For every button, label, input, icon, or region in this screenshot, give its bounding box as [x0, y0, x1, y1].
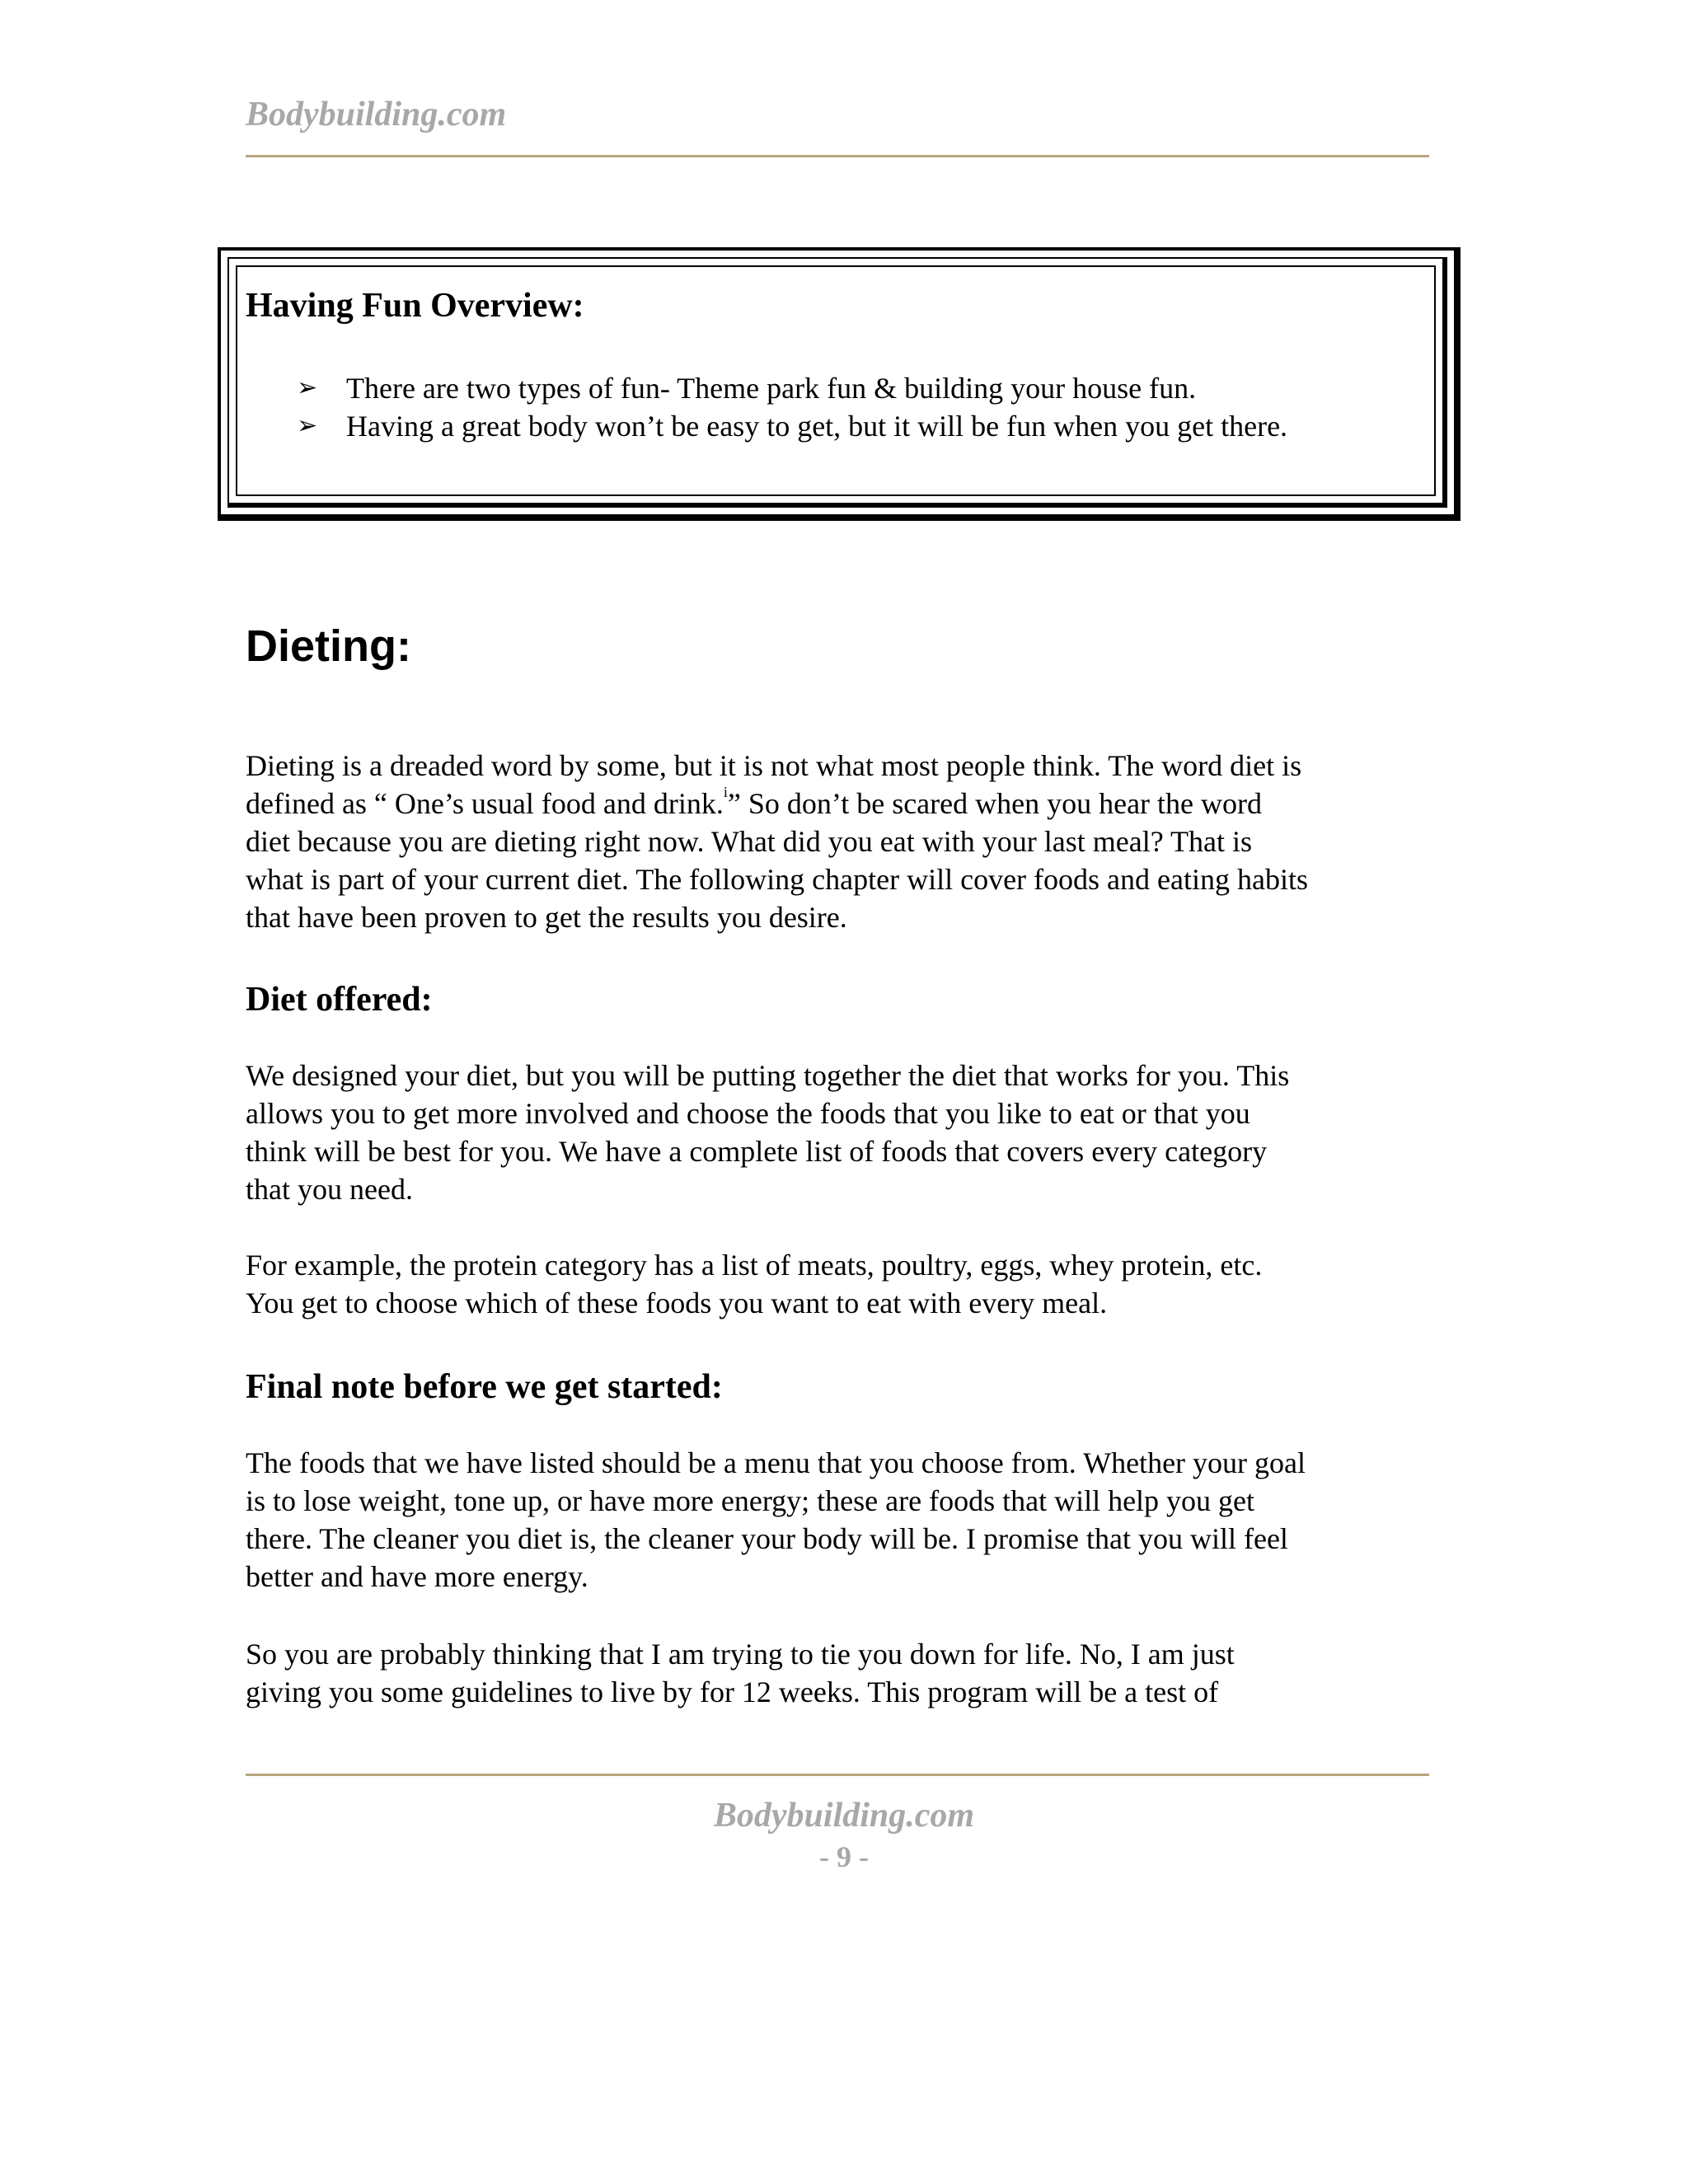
footer-brand: Bodybuilding.com — [713, 1797, 975, 1835]
text-line: better and have more energy. — [246, 1560, 588, 1593]
footnote-marker: i — [723, 784, 728, 800]
overview-list — [297, 369, 1287, 445]
list-item — [297, 407, 1287, 445]
text-span: defined as “ One’s usual food and drink. — [246, 787, 724, 820]
arrowhead-bullet-icon: ➢ — [297, 411, 318, 440]
page-number: - 9 - — [819, 1840, 869, 1873]
text-span: ” So don’t be scared when you hear the word — [727, 787, 1263, 820]
dieting-heading: Dieting: — [246, 621, 411, 671]
diet-offered-heading: Diet offered: — [246, 981, 433, 1019]
arrowhead-bullet-icon: ➢ — [297, 373, 318, 402]
overview-title: Having Fun Overview: — [246, 287, 584, 325]
header-rule — [246, 155, 1429, 157]
text-line: You get to choose which of these foods you want to eat with every meal. — [246, 1286, 1108, 1319]
text-line: We designed your diet, but you will be putting together the diet that works for you. This — [246, 1059, 1290, 1092]
text-line: that you need. — [246, 1173, 413, 1206]
list-item — [297, 369, 1287, 407]
list-item-text: There are two types of fun- Theme park fun & building your house fun. — [346, 372, 1197, 405]
text-line: giving you some guidelines to live by for 12 weeks. This program will be a test of — [246, 1675, 1219, 1708]
text-line: The foods that we have listed should be a menu that you choose from. Whether your goal — [246, 1446, 1306, 1479]
dieting-paragraph — [246, 747, 1449, 936]
final-note-heading: Final note before we get started: — [246, 1368, 723, 1406]
diet-offered-paragraph-1 — [246, 1057, 1449, 1208]
text-line — [246, 785, 1449, 823]
text-line: So you are probably thinking that I am trying to tie you down for life. No, I am just — [246, 1638, 1235, 1671]
header-brand: Bodybuilding.com — [246, 96, 507, 134]
diet-offered-paragraph-2 — [246, 1246, 1449, 1322]
text-line: For example, the protein category has a list of meats, poultry, eggs, whey protein, etc. — [246, 1249, 1263, 1282]
list-item-text: Having a great body won’t be easy to get, but it will be fun when you get there. — [346, 410, 1288, 443]
footer-rule — [246, 1774, 1429, 1776]
text-line: allows you to get more involved and choose the foods that you like to eat or that you — [246, 1097, 1250, 1130]
text-line: diet because you are dieting right now. What did you eat with your last meal? That is — [246, 825, 1253, 858]
text-line: there. The cleaner you diet is, the cleaner your body will be. I promise that you will feel — [246, 1522, 1288, 1555]
text-line: Dieting is a dreaded word by some, but it is not what most people think. The word diet is — [246, 749, 1302, 782]
final-note-paragraph-1 — [246, 1444, 1449, 1596]
text-line: is to lose weight, tone up, or have more energy; these are foods that will help you get — [246, 1484, 1255, 1517]
text-line: what is part of your current diet. The following chapter will cover foods and eating habits — [246, 863, 1308, 896]
final-note-paragraph-2 — [246, 1635, 1449, 1711]
text-line: think will be best for you. We have a complete list of foods that covers every category — [246, 1135, 1268, 1168]
text-line: that have been proven to get the results you desire. — [246, 901, 847, 934]
